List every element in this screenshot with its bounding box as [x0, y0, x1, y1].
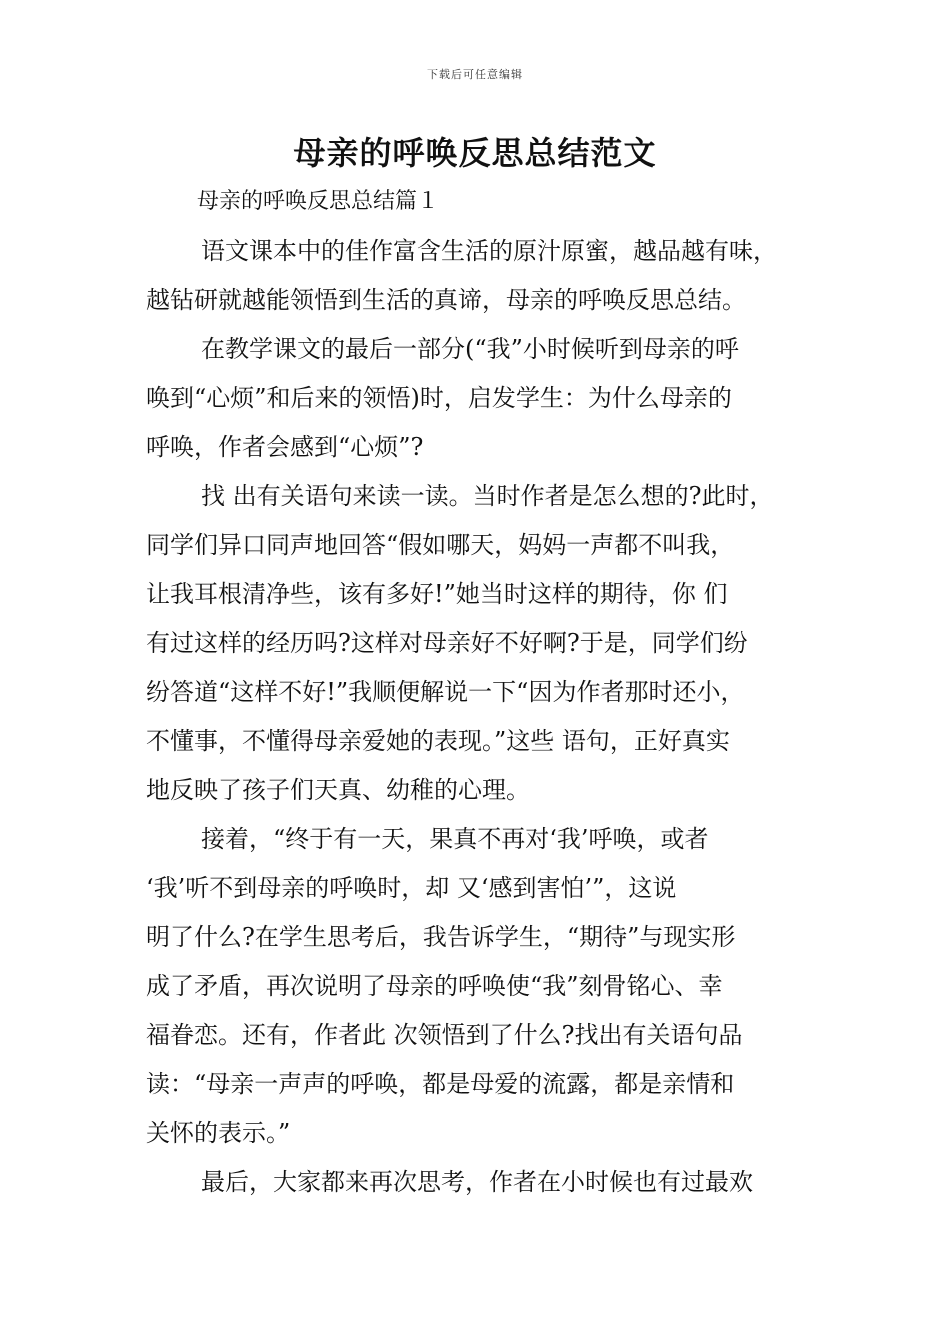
text-line: 关怀的表示。”: [146, 1119, 291, 1147]
paragraph-1: [146, 227, 826, 325]
text-line: 福眷恋。还有，作者此 次领悟到了什么?找出有关语句品: [146, 1021, 743, 1049]
text-line: 同学们异口同声地回答“假如哪天，妈妈一声都不叫我，: [146, 531, 735, 559]
text-line: 让我耳根清净些，该有多好!”她当时这样的期待，你 们: [146, 580, 728, 608]
document-title: 母亲的呼唤反思总结范文: [293, 134, 657, 172]
text-line: 最后，大家都来再次思考，作者在小时候也有过最欢: [201, 1168, 753, 1196]
document-body: [146, 227, 826, 1207]
text-line: 唤到“心烦”和后来的领悟)时，启发学生：为什么母亲的: [146, 384, 732, 412]
paragraph-2: [146, 325, 826, 472]
text-line: 纷答道“这样不好!”我顺便解说一下“因为作者那时还小，: [146, 678, 745, 706]
text-line: ‘我’听不到母亲的呼唤时，却 又‘感到害怕’”，这说: [146, 874, 677, 902]
text-line: 成了矛盾，再次说明了母亲的呼唤使“我”刻骨铭心、幸: [146, 972, 723, 1000]
header-note: 下载后可任意编辑: [427, 68, 523, 81]
text-line: 读：“母亲一声声的呼唤，都是母爱的流露，都是亲情和: [146, 1070, 735, 1098]
text-line: 找 出有关语句来读一读。当时作者是怎么想的?此时，: [201, 482, 774, 510]
text-line: 语文课本中的佳作富含生活的原汁原蜜，越品越有味，: [201, 237, 777, 265]
text-line: 明了什么?在学生思考后，我告诉学生，“期待”与现实形: [146, 923, 736, 951]
text-line: 不懂事，不懂得母亲爱她的表现。”这些 语句，正好真实: [146, 727, 730, 755]
paragraph-4: [146, 815, 826, 1158]
text-line: 越钻研就越能领悟到生活的真谛，母亲的呼唤反思总结。: [146, 286, 746, 314]
text-line: 地反映了孩子们天真、幼稚的心理。: [146, 776, 530, 804]
text-line: 有过这样的经历吗?这样对母亲好不好啊?于是，同学们纷: [146, 629, 748, 657]
section-subtitle: 母亲的呼唤反思总结篇１: [197, 189, 440, 214]
paragraph-3: [146, 472, 826, 815]
paragraph-5: [146, 1158, 826, 1207]
text-line: 呼唤，作者会感到“心烦”?: [146, 433, 424, 461]
text-line: 接着，“终于有一天，果真不再对‘我’呼唤，或者: [201, 825, 709, 853]
text-line: 在教学课文的最后一部分(“我”小时候听到母亲的呼: [201, 335, 739, 363]
